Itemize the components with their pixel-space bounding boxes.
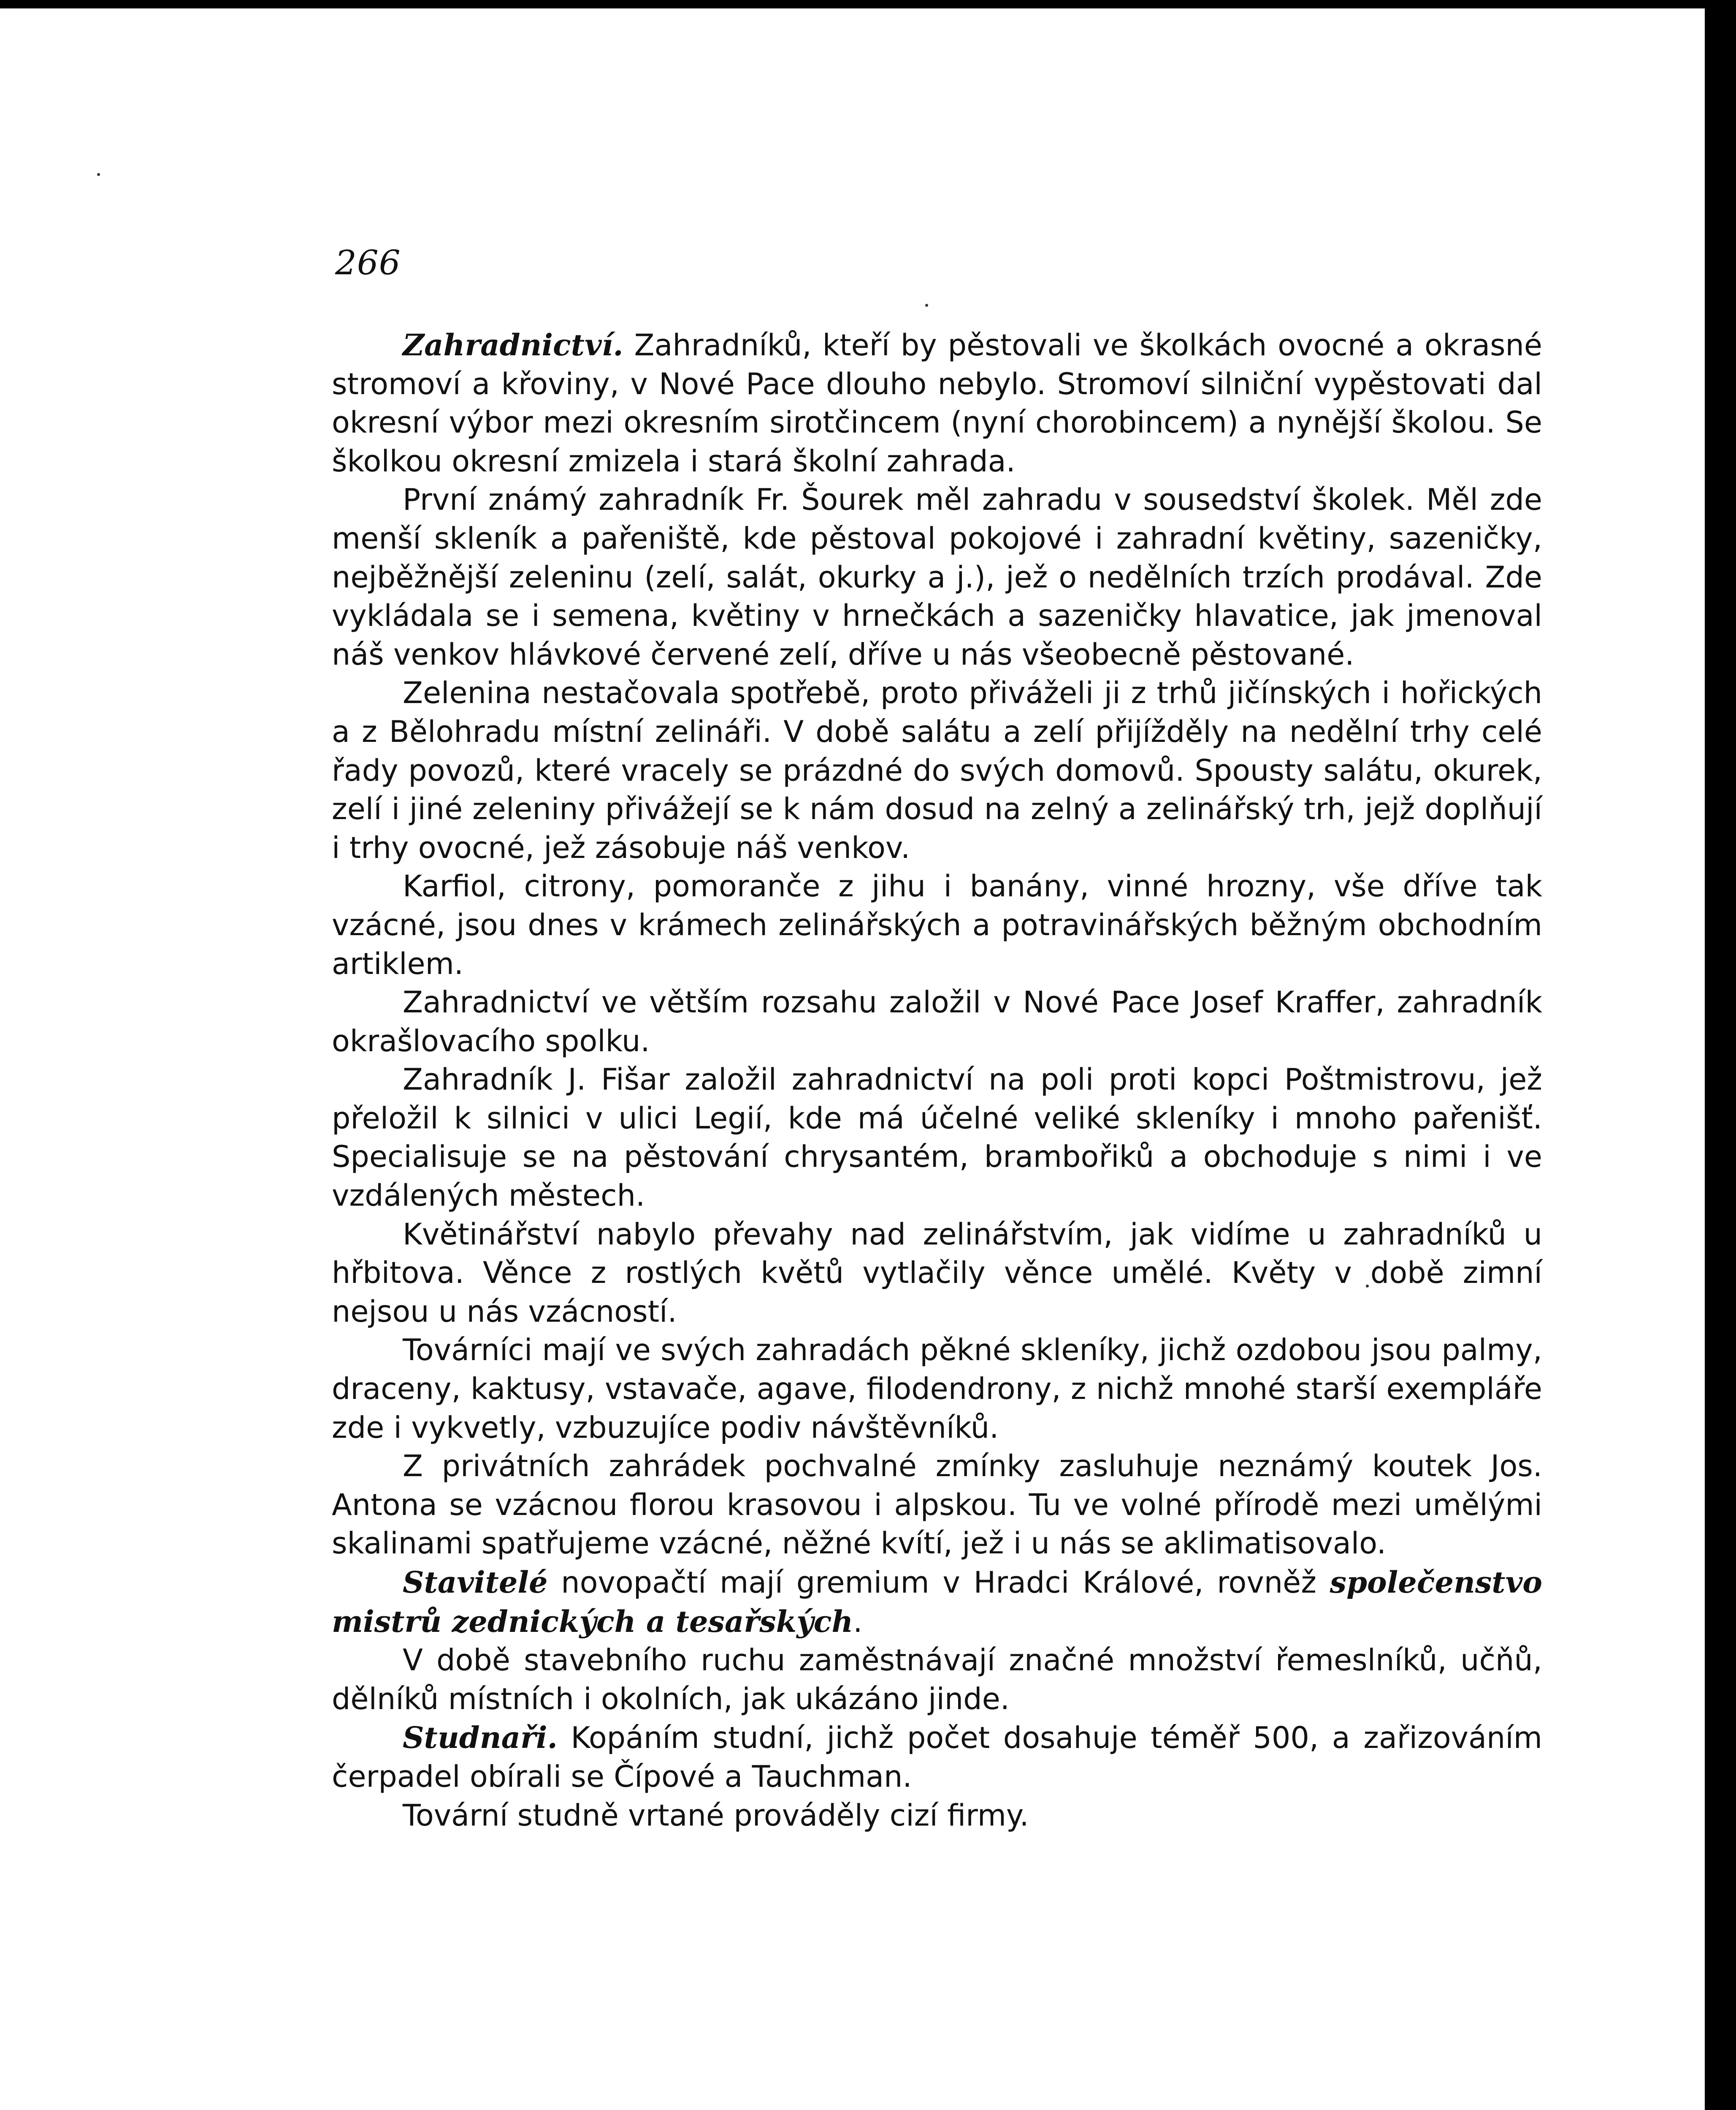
paragraph-text: Zahradnictví ve větším rozsahu založil v Nové Pace Josef Kraffer, zahradník okrašlovacího spolku. bbox=[332, 985, 1542, 1058]
paragraph bbox=[332, 1331, 1542, 1447]
paragraph bbox=[332, 867, 1542, 983]
paragraph-text: Karfiol, citrony, pomoranče z jihu i banány, vinné hrozny, vše dříve tak vzácné, jsou dnes v krámech zelinářských a potravinářských běžným obchodním artiklem. bbox=[332, 869, 1542, 981]
emphasis-text: společenstvo mistrů zednických a tesařských bbox=[332, 1565, 1542, 1639]
scan-speck bbox=[925, 304, 928, 307]
paragraph-text: . bbox=[853, 1604, 863, 1639]
section-heading: Zahradnictví. bbox=[403, 327, 623, 362]
scan-speck bbox=[97, 173, 100, 176]
paragraph-text: Tovární studně vrtané prováděly cizí firmy. bbox=[403, 1798, 1029, 1833]
paragraph-studnari bbox=[332, 1718, 1542, 1796]
paragraph bbox=[332, 1060, 1542, 1215]
paragraph-text: novopačtí mají gremium v Hradci Králové, rovněž bbox=[547, 1565, 1330, 1600]
paragraph-text: První známý zahradník Fr. Šourek měl zahradu v sousedství školek. Měl zde menší skleník a pařeniště, kde pěstoval pokojové i zahradní květiny, sazeničky, nejběžnější zeleninu (zelí, salát, okurky a j.), jež o nedělních trzích prodával. Zde vykládala se i semena, květiny v hrnečkách a sazeničky hlavatice, jak jmenoval náš venkov hlávkové červené zelí, dříve u nás všeobecně pěstované. bbox=[332, 482, 1542, 672]
body-text bbox=[332, 326, 1542, 1835]
paragraph-text: Kopáním studní, jichž počet dosahuje téměř 500, a zařizováním čerpadel obírali se Čípové a Tauchman. bbox=[332, 1720, 1542, 1794]
paragraph-text: Zahradník J. Fišar založil zahradnictví na poli proti kopci Poštmistrovu, jež přeložil k silnici v ulici Legií, kde má účelné veliké skleníky i mnoho pařenišť. Specialisuje se na pěstování chrysantém, brambořiků a obchoduje s nimi i ve vzdálených městech. bbox=[332, 1062, 1542, 1213]
paragraph-text: Z privátních zahrádek pochvalné zmínky zasluhuje neznámý koutek Jos. Antona se vzácnou florou krasovou i alpskou. Tu ve volné přírodě mezi umělými skalinami spatřujeme vzácné, něžné kvítí, jež i u nás se aklimatisovalo. bbox=[332, 1449, 1542, 1561]
paragraph bbox=[332, 481, 1542, 674]
paragraph bbox=[332, 1796, 1542, 1835]
paragraph bbox=[332, 674, 1542, 867]
paragraph-text: Květinářství nabylo převahy nad zelinářstvím, jak vidíme u zahradníků u hřbitova. Věnce z rostlých květů vytlačily věnce umělé. Květy v době zimní nejsou u nás vzácností. bbox=[332, 1217, 1542, 1329]
paragraph-text: V době stavebního ruchu zaměstnávají značné množství řemeslníků, učňů, dělníků místních i okolních, jak ukázáno jinde. bbox=[332, 1643, 1542, 1716]
paragraph-text: Továrníci mají ve svých zahradách pěkné skleníky, jichž ozdobou jsou palmy, draceny, kaktusy, vstavače, agave, filodendrony, z nichž mnohé starší exempláře zde i vykvetly, vzbuzujíce podiv návštěvníků. bbox=[332, 1333, 1542, 1445]
page-number: 266 bbox=[335, 243, 401, 282]
paragraph bbox=[332, 1215, 1542, 1331]
paragraph-stavitele bbox=[332, 1563, 1542, 1641]
paragraph bbox=[332, 983, 1542, 1060]
paragraph bbox=[332, 1447, 1542, 1563]
section-heading: Stavitelé bbox=[403, 1565, 548, 1600]
paragraph bbox=[332, 1641, 1542, 1718]
paragraph-text: Zahradníků, kteří by pěstovali ve školkách ovocné a okrasné stromoví a křoviny, v Nové Pace dlouho nebylo. Stromoví silniční vypěstovati dal okresní výbor mezi okresním sirotčincem (nyní chorobincem) a nynější školou. Se školkou okresní zmizela i stará školní zahrada. bbox=[332, 328, 1542, 479]
paragraph-zahradnictvi bbox=[332, 326, 1542, 481]
section-heading: Studnaři. bbox=[403, 1720, 558, 1756]
paragraph-text: Zelenina nestačovala spotřebě, proto přiváželi ji z trhů jičínských i hořických a z Bělohradu místní zelináři. V době salátu a zelí přijížděly na nedělní trhy celé řady povozů, které vracely se prázdné do svých domovů. Spousty salátu, okurek, zelí i jiné zeleniny přivážejí se k nám dosud na zelný a zelinářský trh, jejž doplňují i trhy ovocné, jež zásobuje náš venkov. bbox=[332, 676, 1542, 865]
